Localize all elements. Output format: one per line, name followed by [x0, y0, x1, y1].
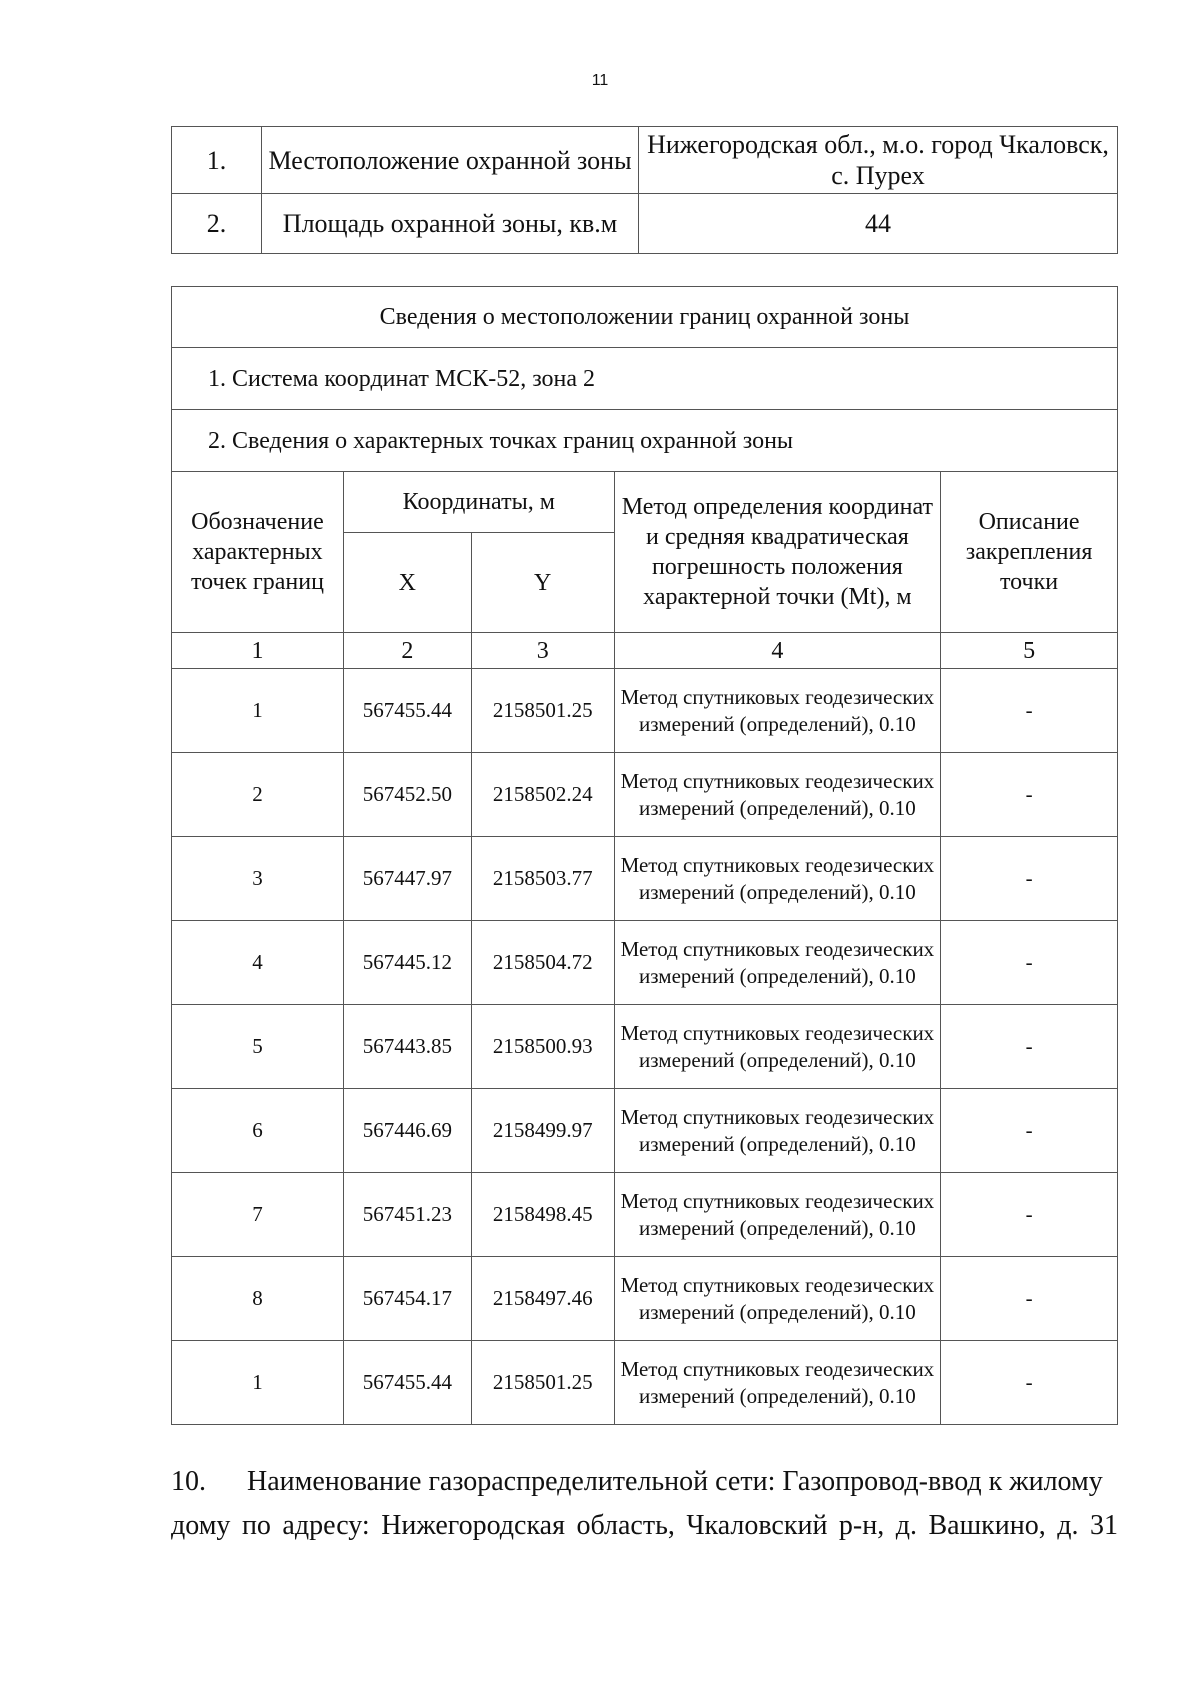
column-number: 3 — [471, 633, 614, 669]
paragraph-line-2: дому по адресу: Нижегородская область, Чкаловский р-н, д. Вашкино, д. 31 — [171, 1510, 1118, 1541]
point-method: Метод спутниковых геодезических измерений (определений), 0.10 — [614, 837, 940, 921]
point-id: 3 — [172, 837, 344, 921]
point-id: 4 — [172, 921, 344, 1005]
point-description: - — [941, 669, 1118, 753]
table-row — [172, 1257, 1118, 1341]
header-y: Y — [471, 533, 614, 633]
point-description: - — [941, 921, 1118, 1005]
point-y: 2158503.77 — [471, 837, 614, 921]
page-number: 11 — [591, 72, 609, 89]
zone-info-table — [171, 126, 1118, 254]
point-x: 567447.97 — [343, 837, 471, 921]
point-x: 567446.69 — [343, 1089, 471, 1173]
point-y: 2158501.25 — [471, 669, 614, 753]
point-method: Метод спутниковых геодезических измерений (определений), 0.10 — [614, 1005, 940, 1089]
column-number: 5 — [941, 633, 1118, 669]
point-id: 6 — [172, 1089, 344, 1173]
point-x: 567455.44 — [343, 669, 471, 753]
point-y: 2158504.72 — [471, 921, 614, 1005]
coord-system: 1. Система координат МСК-52, зона 2 — [172, 348, 1118, 410]
point-method: Метод спутниковых геодезических измерений (определений), 0.10 — [614, 1089, 940, 1173]
table-row — [172, 837, 1118, 921]
table-row — [172, 753, 1118, 837]
point-x: 567451.23 — [343, 1173, 471, 1257]
paragraph-number: 10. — [171, 1466, 206, 1497]
table-row — [172, 1173, 1118, 1257]
points-heading-row — [172, 410, 1118, 472]
point-y: 2158497.46 — [471, 1257, 614, 1341]
point-method: Метод спутниковых геодезических измерений (определений), 0.10 — [614, 921, 940, 1005]
point-id: 5 — [172, 1005, 344, 1089]
point-x: 567452.50 — [343, 753, 471, 837]
row-label: Площадь охранной зоны, кв.м — [262, 194, 639, 254]
table-row — [172, 1005, 1118, 1089]
paragraph-text-1: Наименование газораспределительной сети: Газопровод-ввод к жилому — [247, 1466, 1103, 1497]
row-value: Нижегородская обл., м.о. город Чкаловск, с. Пурех — [639, 127, 1118, 194]
point-y: 2158501.25 — [471, 1341, 614, 1425]
point-x: 567443.85 — [343, 1005, 471, 1089]
point-x: 567455.44 — [343, 1341, 471, 1425]
column-number: 2 — [343, 633, 471, 669]
row-number: 2. — [172, 194, 262, 254]
row-number: 1. — [172, 127, 262, 194]
point-id: 1 — [172, 1341, 344, 1425]
column-number: 1 — [172, 633, 344, 669]
point-description: - — [941, 1089, 1118, 1173]
point-method: Метод спутниковых геодезических измерений (определений), 0.10 — [614, 1173, 940, 1257]
point-id: 2 — [172, 753, 344, 837]
point-method: Метод спутниковых геодезических измерений (определений), 0.10 — [614, 753, 940, 837]
point-y: 2158498.45 — [471, 1173, 614, 1257]
point-description: - — [941, 753, 1118, 837]
points-heading: 2. Сведения о характерных точках границ охранной зоны — [172, 410, 1118, 472]
table-row — [172, 1341, 1118, 1425]
point-id: 7 — [172, 1173, 344, 1257]
point-description: - — [941, 1257, 1118, 1341]
point-y: 2158502.24 — [471, 753, 614, 837]
point-description: - — [941, 1173, 1118, 1257]
header-x: X — [343, 533, 471, 633]
point-id: 1 — [172, 669, 344, 753]
point-y: 2158500.93 — [471, 1005, 614, 1089]
table-title: Сведения о местоположении границ охранной зоны — [172, 287, 1118, 348]
row-label: Местоположение охранной зоны — [262, 127, 639, 194]
point-method: Метод спутниковых геодезических измерений (определений), 0.10 — [614, 1257, 940, 1341]
point-y: 2158499.97 — [471, 1089, 614, 1173]
coord-system-row — [172, 348, 1118, 410]
row-value: 44 — [639, 194, 1118, 254]
table-row — [172, 669, 1118, 753]
header-row — [172, 472, 1118, 533]
table-row — [172, 1089, 1118, 1173]
point-description: - — [941, 1005, 1118, 1089]
header-coordinates: Координаты, м — [343, 472, 614, 533]
point-description: - — [941, 1341, 1118, 1425]
point-x: 567454.17 — [343, 1257, 471, 1341]
point-id: 8 — [172, 1257, 344, 1341]
header-description: Описание закрепления точки — [941, 472, 1118, 633]
point-x: 567445.12 — [343, 921, 471, 1005]
header-designation: Обозначение характерных точек границ — [172, 472, 344, 633]
table-title-row — [172, 287, 1118, 348]
table-row — [172, 127, 1118, 194]
point-method: Метод спутниковых геодезических измерений (определений), 0.10 — [614, 1341, 940, 1425]
header-method: Метод определения координат и средняя квадратическая погрешность положения характерной точки (Mt), м — [614, 472, 940, 633]
boundary-points-table — [171, 286, 1118, 1425]
point-description: - — [941, 837, 1118, 921]
column-numbers-row — [172, 633, 1118, 669]
table-row — [172, 921, 1118, 1005]
table-row — [172, 194, 1118, 254]
paragraph-line-1 — [171, 1460, 1118, 1504]
column-number: 4 — [614, 633, 940, 669]
point-method: Метод спутниковых геодезических измерений (определений), 0.10 — [614, 669, 940, 753]
